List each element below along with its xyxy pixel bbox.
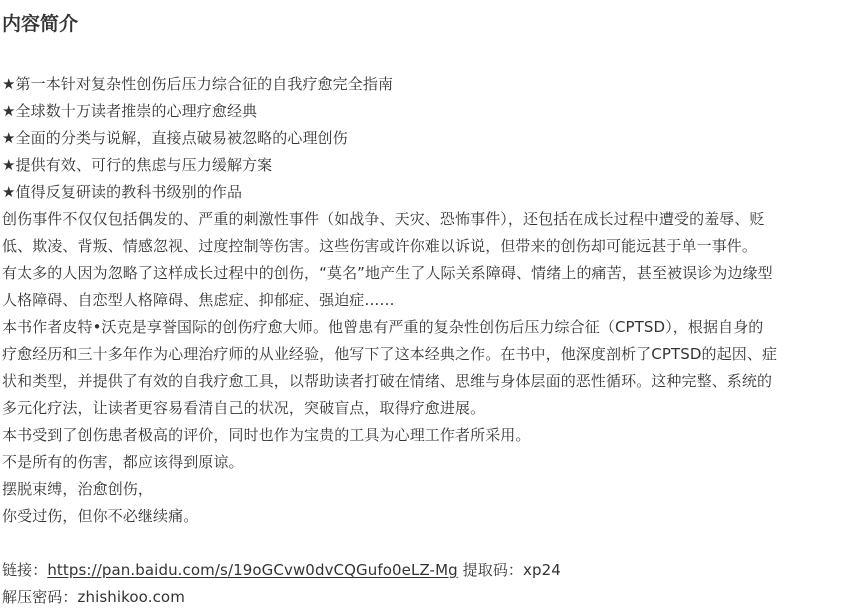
unzip-password-value: zhishikoo.com [77, 588, 185, 606]
feature-line-1: ★第一本针对复杂性创伤后压力综合征的自我疗愈完全指南 [2, 75, 394, 93]
download-link[interactable]: https://pan.baidu.com/s/19oGCvw0dvCQGufo0eLZ-Mg [47, 561, 458, 579]
unzip-password-label: 解压密码： [2, 588, 78, 606]
description-line-4: 人格障碍、自恋型人格障碍、焦虑症、抑郁症、强迫症…… [2, 291, 395, 309]
link-label: 链接： [2, 561, 48, 579]
description-line-5: 本书作者皮特•沃克是享誉国际的创伤疗愈大师。他曾患有严重的复杂性创伤后压力综合征（CPTSD），根据自身的 [2, 318, 764, 336]
unzip-password-line [2, 584, 838, 611]
description-line-9: 本书受到了创伤患者极高的评价，同时也作为宝贵的工具为心理工作者所采用。 [2, 426, 531, 444]
description-line-1: 创伤事件不仅仅包括偶发的、严重的刺激性事件（如战争、天灾、恐怖事件），还包括在成长过程中遭受的羞辱、贬 [2, 210, 765, 228]
download-link-line [2, 557, 838, 584]
description-line-10: 不是所有的伤害，都应该得到原谅。 [2, 453, 244, 471]
description-line-12: 你受过伤，但你不必继续痛。 [2, 507, 199, 525]
extract-code-value: xp24 [523, 561, 561, 579]
description-line-8: 多元化疗法，让读者更容易看清自己的状况，突破盲点，取得疗愈进展。 [2, 399, 486, 417]
description-line-3: 有太多的人因为忽略了这样成长过程中的创伤，“莫名”地产生了人际关系障碍、情绪上的痛苦，甚至被误诊为边缘型 [2, 264, 773, 282]
description-line-7: 状和类型，并提供了有效的自我疗愈工具，以帮助读者打破在情绪、思维与身体层面的恶性循环。这种完整、系统的 [2, 372, 773, 390]
description-line-6: 疗愈经历和三十多年作为心理治疗师的从业经验，他写下了这本经典之作。在书中，他深度剖析了CPTSD的起因、症 [2, 345, 778, 363]
feature-line-2: ★全球数十万读者推崇的心理疗愈经典 [2, 102, 258, 120]
description-line-2: 低、欺凌、背叛、情感忽视、过度控制等伤害。这些伤害或许你难以诉说，但带来的创伤却可能远甚于单一事件。 [2, 237, 758, 255]
section-title: 内容简介 [2, 13, 79, 35]
feature-line-4: ★提供有效、可行的焦虑与压力缓解方案 [2, 156, 273, 174]
feature-line-5: ★值得反复研读的教科书级别的作品 [2, 183, 243, 201]
extract-code-label: 提取码： [462, 561, 524, 579]
description-line-11: 摆脱束缚，治愈创伤， [2, 480, 154, 498]
blank-line [2, 530, 838, 557]
description-content [2, 71, 838, 611]
feature-line-3: ★全面的分类与说解，直接点破易被忽略的心理创伤 [2, 129, 348, 147]
